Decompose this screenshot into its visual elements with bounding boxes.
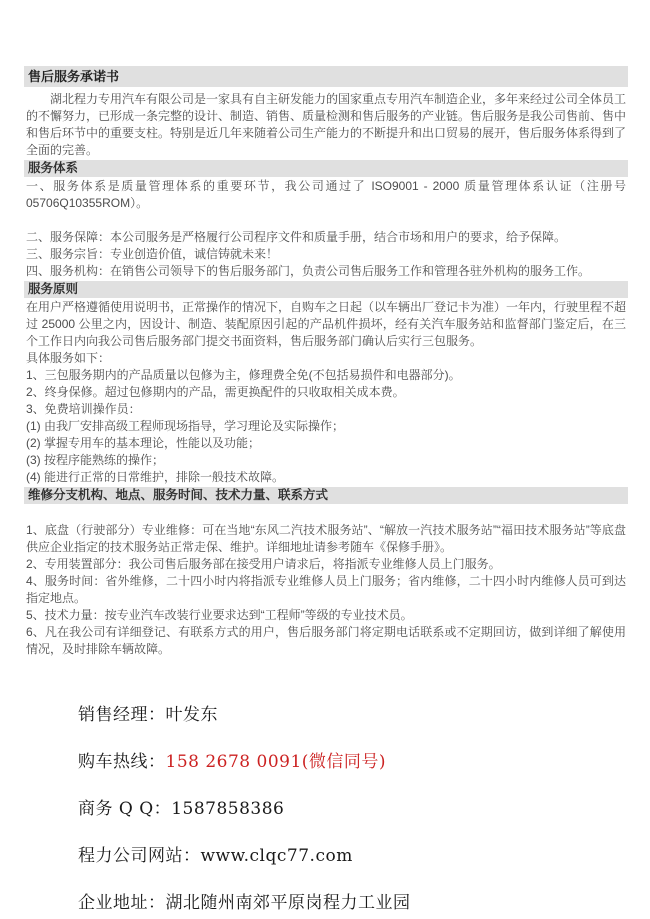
section-item: 在用户严格遵循使用说明书，正常操作的情况下，自购车之日起（以车辆出厂登记卡为准）一年内，行驶里程不超过 25000 公里之内，因设计、制造、装配原因引起的产品机件损坏，经有关汽车服务站和监督部门鉴定后，在三个工作日内向我公司售后服务部门提交书面资料，售后服务部门确认后实行三包服务。 (26, 300, 627, 348)
blank-line (24, 505, 628, 522)
section-heading-bar (24, 160, 628, 177)
section-item: 具体服务如下： (26, 351, 111, 365)
section-item: 5、技术力量：按专业汽车改装行业要求达到“工程师”等级的专业技术员。 (26, 608, 413, 622)
section-item: 2、终身保修。超过包修期内的产品，需更换配件的只收取相关成本费。 (26, 385, 405, 399)
section-heading: 服务原则 (28, 282, 79, 296)
section-heading: 维修分支机构、地点、服务时间、技术力量、联系方式 (28, 488, 329, 502)
section-item: 1、三包服务期内的产品质量以包修为主，修理费全免(不包括易损件和电器部分)。 (26, 368, 461, 382)
contact-line (78, 705, 628, 725)
contact-line (78, 752, 628, 772)
contact-line (78, 799, 628, 819)
contact-label: 商务 Q Q： (78, 799, 172, 819)
section-heading: 服务体系 (28, 161, 79, 175)
contact-block (78, 705, 628, 913)
section-item: 6、凡在我公司有详细登记、有联系方式的用户，售后服务部门将定期电话联系或不定期回访，做到详细了解使用情况，及时排除车辆故障。 (26, 625, 626, 656)
section-item: 2、专用装置部分：我公司售后服务部在接受用户请求后，将指派专业维修人员上门服务。 (26, 557, 501, 571)
section-item: 三、服务宗旨：专业创造价值，诚信铸就未来！ (26, 247, 279, 261)
intro-paragraph: 湖北程力专用汽车有限公司是一家具有自主研发能力的国家重点专用汽车制造企业，多年来经过公司全体员工的不懈努力，已形成一条完整的设计、制造、销售、质量检测和售后服务的产业链。售后服务是我公司售前、售中和售后环节中的重要支柱。特别是近几年来随着公司生产能力的不断提升和出口贸易的展开，售后服务体系得到了全面的完善。 (26, 92, 627, 157)
contact-label: 程力公司网站： (78, 846, 201, 866)
phone-number: 158 2678 0091(微信同号) (165, 752, 387, 772)
sections-container (24, 160, 628, 658)
section-item: 一、服务体系是质量管理体系的重要环节，我公司通过了 ISO9001 - 2000 质量管理体系认证（注册号 05706Q10355ROM）。 (26, 179, 626, 210)
doc-title: 售后服务承诺书 (28, 69, 120, 84)
contact-line (78, 846, 628, 866)
contact-label: 企业地址： (78, 893, 166, 913)
contact-value: www.clqc77.com (200, 846, 353, 866)
contact-line (78, 893, 628, 913)
section-heading-bar (24, 281, 628, 298)
contact-value: 叶发东 (165, 705, 218, 725)
section-item: 二、服务保障：本公司服务是严格履行公司程序文件和质量手册，结合市场和用户的要求，给予保障。 (26, 230, 567, 244)
doc-title-bar (24, 66, 628, 87)
blank-line (24, 212, 628, 229)
section-item: 四、服务机构：在销售公司领导下的售后服务部门，负责公司售后服务工作和管理各驻外机构的服务工作。 (26, 264, 591, 278)
contact-value: 1587858386 (171, 799, 285, 819)
section-item: (4) 能进行正常的日常维护，排除一般技术故障。 (26, 470, 285, 484)
section-item: (3) 按程序能熟练的操作； (26, 453, 165, 467)
section-item: 1、底盘（行驶部分）专业维修：可在当地“东风二汽技术服务站”、“解放一汽技术服务站”“福田技术服务站”等底盘供应企业指定的技术服务站正常走保、维护。详细地址请参考随车《保修手册》。 (26, 523, 626, 554)
section-item: 4、服务时间：省外维修，二十四小时内将指派专业维修人员上门服务；省内维修，二十四小时内维修人员可到达指定地点。 (26, 574, 626, 605)
section-heading-bar (24, 487, 628, 504)
section-item: (1) 由我厂安排高级工程师现场指导，学习理论及实际操作； (26, 419, 345, 433)
contact-value: 湖北随州南郊平原岗程力工业园 (165, 893, 411, 913)
section-item: 3、免费培训操作员： (26, 402, 141, 416)
section-item: (2) 掌握专用车的基本理论，性能以及功能； (26, 436, 261, 450)
contact-label: 销售经理： (78, 705, 166, 725)
contact-label: 购车热线： (78, 752, 166, 772)
